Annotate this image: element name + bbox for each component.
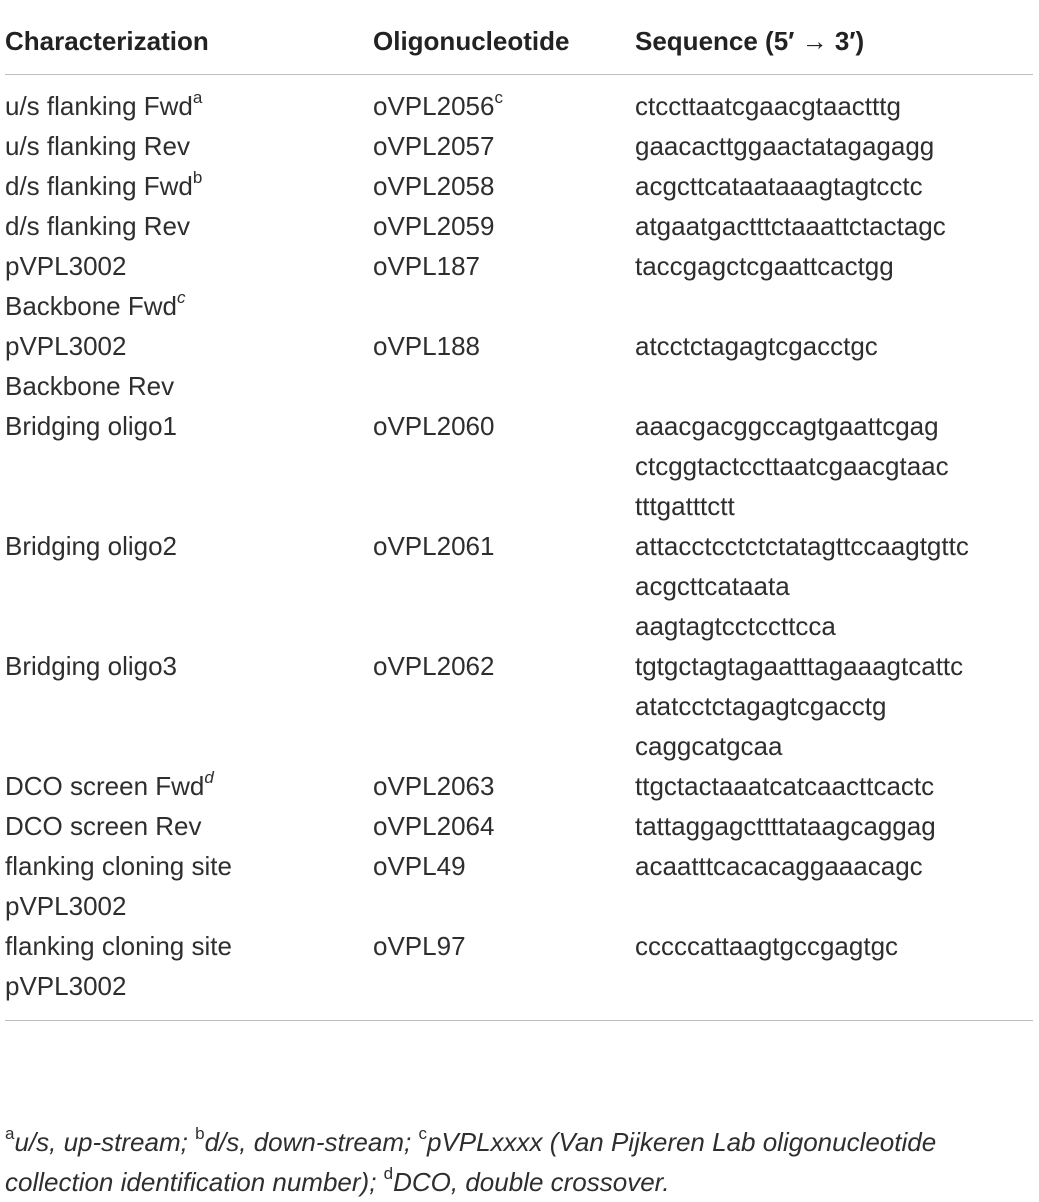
characterization-line	[5, 526, 373, 566]
sequence-line: gaacacttggaactatagagagg	[635, 131, 935, 161]
table-header	[5, 0, 1033, 75]
cell-characterization	[5, 246, 373, 326]
cell-sequence	[635, 406, 1033, 526]
cell-sequence	[635, 246, 1033, 326]
oligonucleotide-id: oVPL2063	[373, 771, 495, 801]
oligonucleotide-id: oVPL2058	[373, 171, 495, 201]
cell-characterization	[5, 75, 373, 127]
characterization-line	[5, 846, 373, 886]
oligonucleotide-id: oVPL2064	[373, 811, 495, 841]
cell-sequence	[635, 166, 1033, 206]
table-body	[5, 75, 1033, 1021]
cell-characterization	[5, 806, 373, 846]
cell-characterization	[5, 526, 373, 646]
footnote-marker: c	[494, 88, 503, 108]
sequence-line: aagtagtcctccttcca	[635, 611, 836, 641]
cell-characterization	[5, 406, 373, 526]
characterization-text: pVPL3002	[5, 971, 127, 1001]
cell-oligonucleotide	[373, 646, 635, 766]
table-row	[5, 206, 1033, 246]
table-row	[5, 526, 1033, 646]
table-row	[5, 326, 1033, 406]
cell-oligonucleotide	[373, 126, 635, 166]
oligonucleotide-id: oVPL2062	[373, 651, 495, 681]
footnote-c-mark: c	[418, 1124, 427, 1144]
characterization-text: u/s flanking Rev	[5, 131, 190, 161]
sequence-line: acgcttcataataaagtagtcctc	[635, 171, 923, 201]
sequence-line: acaatttcacacaggaaacagc	[635, 851, 923, 881]
footnote-marker: b	[192, 168, 203, 188]
footnote-marker: c	[176, 288, 186, 308]
oligonucleotide-id: oVPL2057	[373, 131, 495, 161]
characterization-text: Bridging oligo2	[5, 531, 178, 561]
oligonucleotide-id: oVPL2061	[373, 531, 495, 561]
oligonucleotide-table-container	[5, 0, 1033, 1021]
sequence-line: taccgagctcgaattcactgg	[635, 251, 894, 281]
footnote-marker: a	[192, 88, 203, 108]
characterization-text: DCO screen Fwd	[5, 771, 205, 801]
footnote-b-mark: b	[195, 1124, 205, 1144]
characterization-line	[5, 246, 373, 286]
cell-oligonucleotide	[373, 926, 635, 1021]
header-characterization: Characterization	[5, 0, 373, 75]
cell-characterization	[5, 766, 373, 806]
oligonucleotide-table	[5, 0, 1033, 1021]
oligonucleotide-id: oVPL188	[373, 331, 480, 361]
characterization-line	[5, 86, 373, 126]
table-row	[5, 846, 1033, 926]
characterization-line	[5, 886, 373, 926]
characterization-line	[5, 366, 373, 406]
sequence-line: aaacgacggccagtgaattcgag	[635, 411, 939, 441]
cell-characterization	[5, 326, 373, 406]
characterization-line	[5, 926, 373, 966]
characterization-text: DCO screen Rev	[5, 811, 202, 841]
characterization-text: d/s flanking Fwd	[5, 171, 193, 201]
characterization-text: Backbone Rev	[5, 371, 175, 401]
sequence-line: tattaggagcttttataagcaggag	[635, 811, 936, 841]
cell-oligonucleotide	[373, 166, 635, 206]
table-row	[5, 166, 1033, 206]
cell-oligonucleotide	[373, 326, 635, 406]
cell-oligonucleotide	[373, 766, 635, 806]
sequence-line: attacctcctctctatagttccaagtgttc	[635, 531, 969, 561]
characterization-line	[5, 766, 373, 806]
characterization-text: d/s flanking Rev	[5, 211, 190, 241]
characterization-text: u/s flanking Fwd	[5, 91, 193, 121]
sequence-line: acgcttcataata	[635, 571, 790, 601]
characterization-text: flanking cloning site	[5, 851, 232, 881]
table-footnote	[5, 1122, 1035, 1202]
footnote-b-text: d/s, down-stream;	[204, 1127, 412, 1157]
header-sequence: Sequence (5′ → 3′)	[635, 0, 1033, 75]
table-row	[5, 646, 1033, 766]
header-row	[5, 0, 1033, 75]
cell-oligonucleotide	[373, 846, 635, 926]
cell-characterization	[5, 126, 373, 166]
sequence-line: tttgatttctt	[635, 491, 735, 521]
characterization-line	[5, 966, 373, 1006]
cell-sequence	[635, 206, 1033, 246]
characterization-text: pVPL3002	[5, 331, 127, 361]
sequence-line: ctccttaatcgaacgtaactttg	[635, 91, 901, 121]
footnote-marker: d	[204, 768, 214, 788]
footnote-c-text: pVPLxxxx (Van Pijkeren Lab oligonucleotide collection identification number);	[5, 1127, 937, 1197]
sequence-line: caggcatgcaa	[635, 731, 783, 761]
cell-sequence	[635, 126, 1033, 166]
characterization-line	[5, 406, 373, 446]
oligonucleotide-id: oVPL97	[373, 931, 466, 961]
cell-oligonucleotide	[373, 806, 635, 846]
cell-oligonucleotide	[373, 206, 635, 246]
cell-sequence	[635, 766, 1033, 806]
footnote-a-text: u/s, up-stream;	[14, 1127, 188, 1157]
oligonucleotide-id: oVPL2060	[373, 411, 495, 441]
footnote-d-mark: d	[383, 1164, 394, 1184]
sequence-line: tgtgctagtagaatttagaaagtcattc	[635, 651, 964, 681]
table-row	[5, 406, 1033, 526]
sequence-line: cccccattaagtgccgagtgc	[635, 931, 899, 961]
oligonucleotide-id: oVPL2059	[373, 211, 495, 241]
cell-characterization	[5, 206, 373, 246]
table-row	[5, 766, 1033, 806]
sequence-line: atcctctagagtcgacctgc	[635, 331, 878, 361]
cell-oligonucleotide	[373, 406, 635, 526]
cell-characterization	[5, 166, 373, 206]
table-row	[5, 806, 1033, 846]
characterization-line	[5, 286, 373, 326]
characterization-line	[5, 206, 373, 246]
oligonucleotide-id: oVPL2056	[373, 91, 495, 121]
sequence-line: ctcggtactccttaatcgaacgtaac	[635, 451, 949, 481]
characterization-text: Backbone Fwd	[5, 291, 177, 321]
characterization-text: pVPL3002	[5, 251, 127, 281]
characterization-line	[5, 166, 373, 206]
cell-sequence	[635, 526, 1033, 646]
table-row	[5, 75, 1033, 127]
characterization-line	[5, 326, 373, 366]
oligonucleotide-id: oVPL49	[373, 851, 466, 881]
cell-characterization	[5, 846, 373, 926]
table-row	[5, 126, 1033, 166]
cell-oligonucleotide	[373, 526, 635, 646]
cell-oligonucleotide	[373, 75, 635, 127]
characterization-line	[5, 806, 373, 846]
cell-sequence	[635, 846, 1033, 926]
characterization-line	[5, 646, 373, 686]
characterization-text: Bridging oligo1	[5, 411, 178, 441]
cell-sequence	[635, 806, 1033, 846]
characterization-text: Bridging oligo3	[5, 651, 178, 681]
cell-characterization	[5, 926, 373, 1021]
table-row	[5, 926, 1033, 1021]
sequence-line: atgaatgactttctaaattctactagc	[635, 211, 946, 241]
cell-oligonucleotide	[373, 246, 635, 326]
characterization-line	[5, 126, 373, 166]
header-oligonucleotide: Oligonucleotide	[373, 0, 635, 75]
footnote-a-mark: a	[5, 1124, 15, 1144]
cell-characterization	[5, 646, 373, 766]
cell-sequence	[635, 926, 1033, 1021]
footnote-d-text: DCO, double crossover.	[393, 1167, 670, 1197]
cell-sequence	[635, 75, 1033, 127]
cell-sequence	[635, 646, 1033, 766]
cell-sequence	[635, 326, 1033, 406]
characterization-text: flanking cloning site	[5, 931, 232, 961]
oligonucleotide-id: oVPL187	[373, 251, 480, 281]
sequence-line: atatcctctagagtcgacctg	[635, 691, 887, 721]
characterization-text: pVPL3002	[5, 891, 127, 921]
table-row	[5, 246, 1033, 326]
sequence-line: ttgctactaaatcatcaacttcactc	[635, 771, 935, 801]
